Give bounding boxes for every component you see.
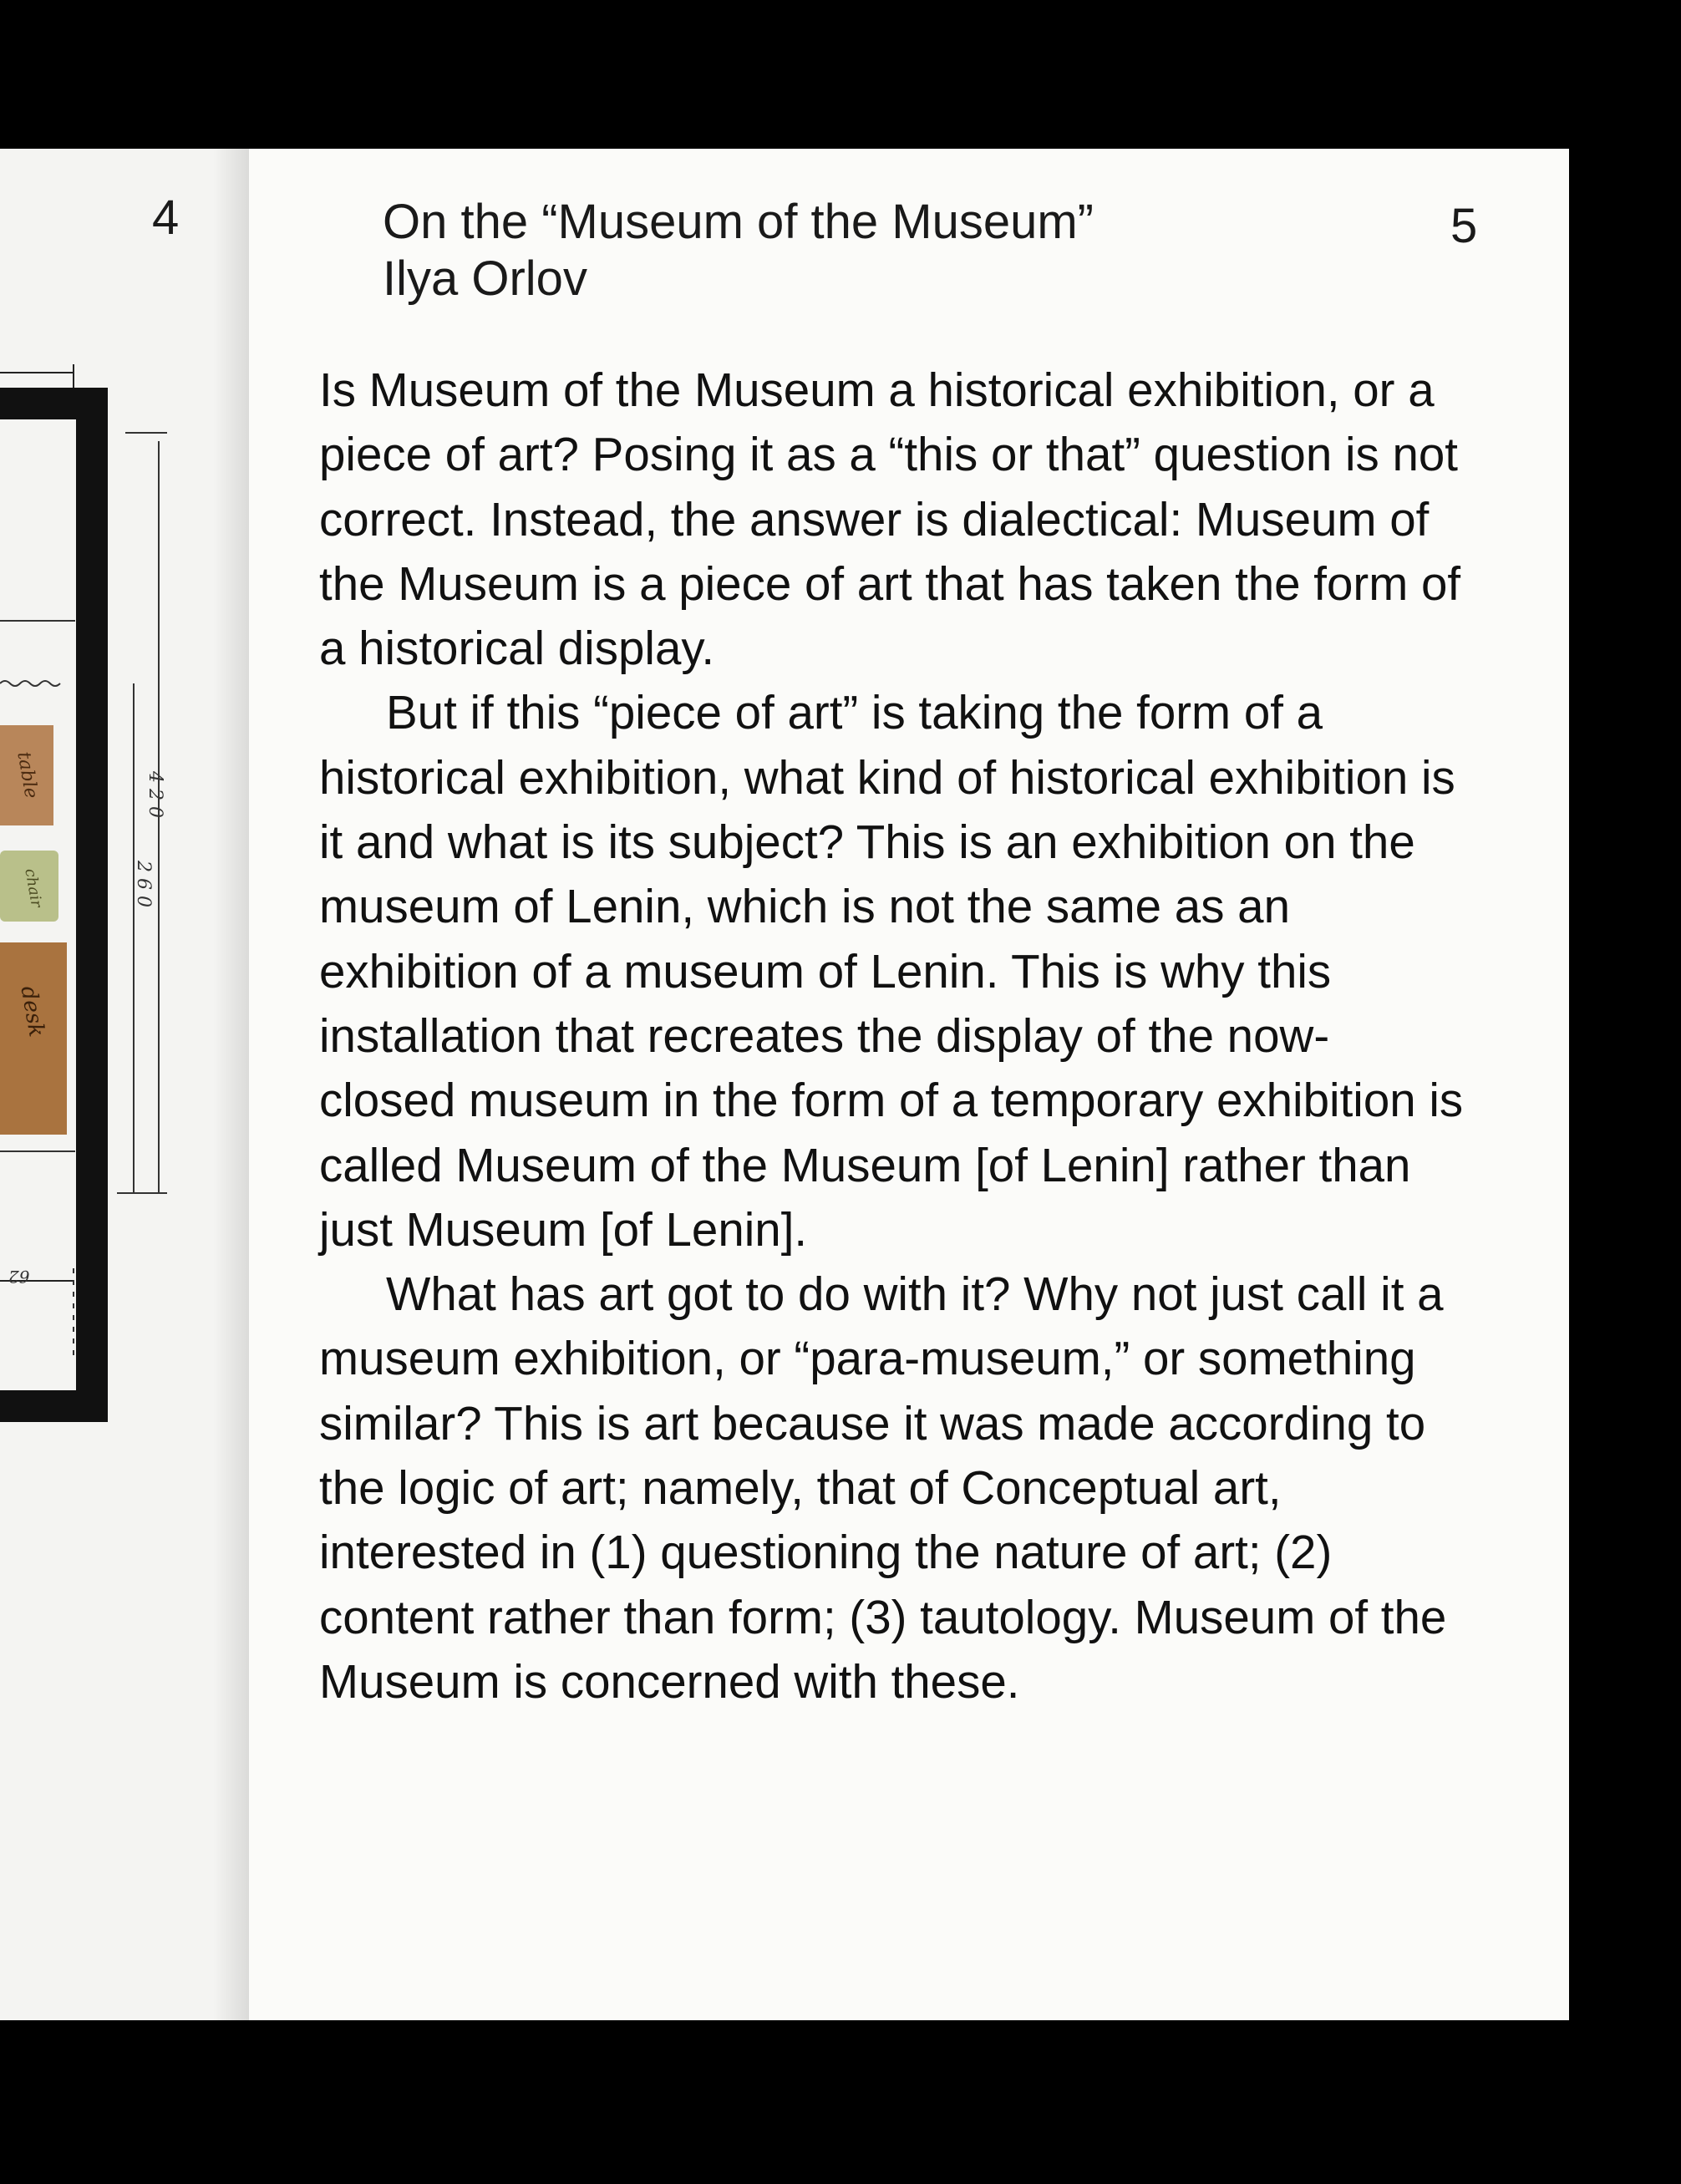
dimension-label-62: 62 [8, 1267, 30, 1287]
desk-label: desk [15, 984, 49, 1039]
article-title: On the “Museum of the Museum” [383, 195, 1094, 249]
page-number-left: 4 [152, 190, 180, 245]
article-body [319, 358, 1464, 1714]
paragraph-2: But if this “piece of art” is taking the form of a historical exhibition, what kind of historical exhibition is it and what is its subject? This is an exhibition on the museum of Lenin, which is not the same as an exhibition of a museum of Lenin. This is why this installation that recreates the display of the now-closed museum in the form of a temporary exhibition is called Museum of the Museum [of Lenin] rather than just Museum [of Lenin]. [319, 686, 1464, 1256]
paragraph-1: Is Museum of the Museum a historical exhibition, or a piece of art? Posing it as a “this or that” question is not correct. Instead, the answer is dialectical: Museum of the Museum is a piece of art that has taken the form of a historical display. [319, 363, 1461, 675]
article-author: Ilya Orlov [383, 251, 587, 306]
table-label: table [13, 750, 42, 800]
article-header [383, 194, 1369, 307]
page-number-right: 5 [1450, 199, 1478, 253]
chair-label: chair [21, 867, 46, 909]
floor-plan-drawing [0, 149, 251, 2020]
desk-swatch [0, 942, 67, 1135]
dimension-label-260: 2 6 0 [133, 861, 154, 907]
dimension-label-420: 4 2 0 [145, 771, 165, 818]
left-page [0, 149, 251, 2020]
paragraph-3: What has art got to do with it? Why not just call it a museum exhibition, or “para-museum,” or something similar? This is art because it was made according to the logic of art; namely, that of Conceptual art, interested in (1) questioning the nature of art; (2) content rather than form; (3) tautology. Museum of the Museum is concerned with these. [319, 1267, 1447, 1708]
